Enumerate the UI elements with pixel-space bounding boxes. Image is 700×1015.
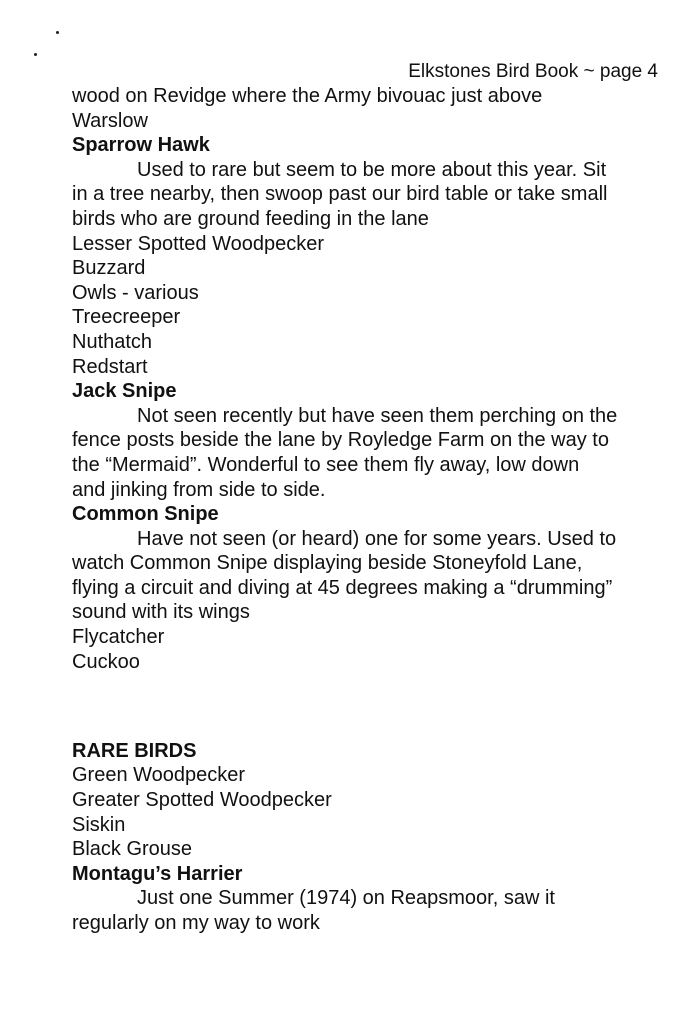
bird-name: Nuthatch [72,330,153,353]
text-line: Not seen recently but have seen them perching on the [137,404,618,427]
text-line: birds who are ground feeding in the lane [72,207,429,230]
bird-name: Treecreeper [72,306,181,329]
text-line: and jinking from side to side. [72,478,326,501]
text-line: the “Mermaid”. Wonderful to see them fly away, low down [72,453,580,476]
scan-speck [34,53,37,56]
text-line: regularly on my way to work [72,912,320,934]
text-line: in a tree nearby, then swoop past our bird table or take small [72,183,608,206]
bird-name: Lesser Spotted Woodpecker [72,232,325,255]
section-heading-montagus-harrier: Montagu’s Harrier [72,862,243,885]
text-line: wood on Revidge where the Army bivouac just above [72,85,543,107]
bird-name: Flycatcher [72,626,165,649]
scan-speck [56,31,59,34]
page-body [72,84,672,936]
text-line: Warslow [72,109,148,132]
section-heading-common-snipe: Common Snipe [72,503,219,526]
bird-name: Redstart [72,355,148,378]
bird-name: Siskin [72,813,126,836]
text-line: Used to rare but seem to be more about this year. Sit [137,158,607,181]
blank-gap [72,674,672,714]
page-header: Elkstones Bird Book ~ page 4 [408,61,658,82]
text-line: Have not seen (or heard) one for some years. Used to [137,527,617,550]
text-line: watch Common Snipe displaying beside Stoneyfold Lane, [72,552,583,575]
text-line: sound with its wings [72,601,250,624]
text-line: fence posts beside the lane by Royledge Farm on the way to [72,429,609,452]
bird-name: Owls - various [72,281,199,304]
section-heading-rare-birds: RARE BIRDS [72,739,197,762]
section-heading-sparrow-hawk: Sparrow Hawk [72,134,210,157]
bird-name: Green Woodpecker [72,764,246,787]
bird-name: Cuckoo [72,650,140,673]
blank-gap [72,714,672,739]
bird-name: Greater Spotted Woodpecker [72,789,332,812]
section-heading-jack-snipe: Jack Snipe [72,380,177,403]
text-line: flying a circuit and diving at 45 degrees making a “drumming” [72,576,613,599]
bird-name: Black Grouse [72,838,193,861]
text-line: Just one Summer (1974) on Reapsmoor, saw it [137,887,555,910]
bird-name: Buzzard [72,257,146,280]
